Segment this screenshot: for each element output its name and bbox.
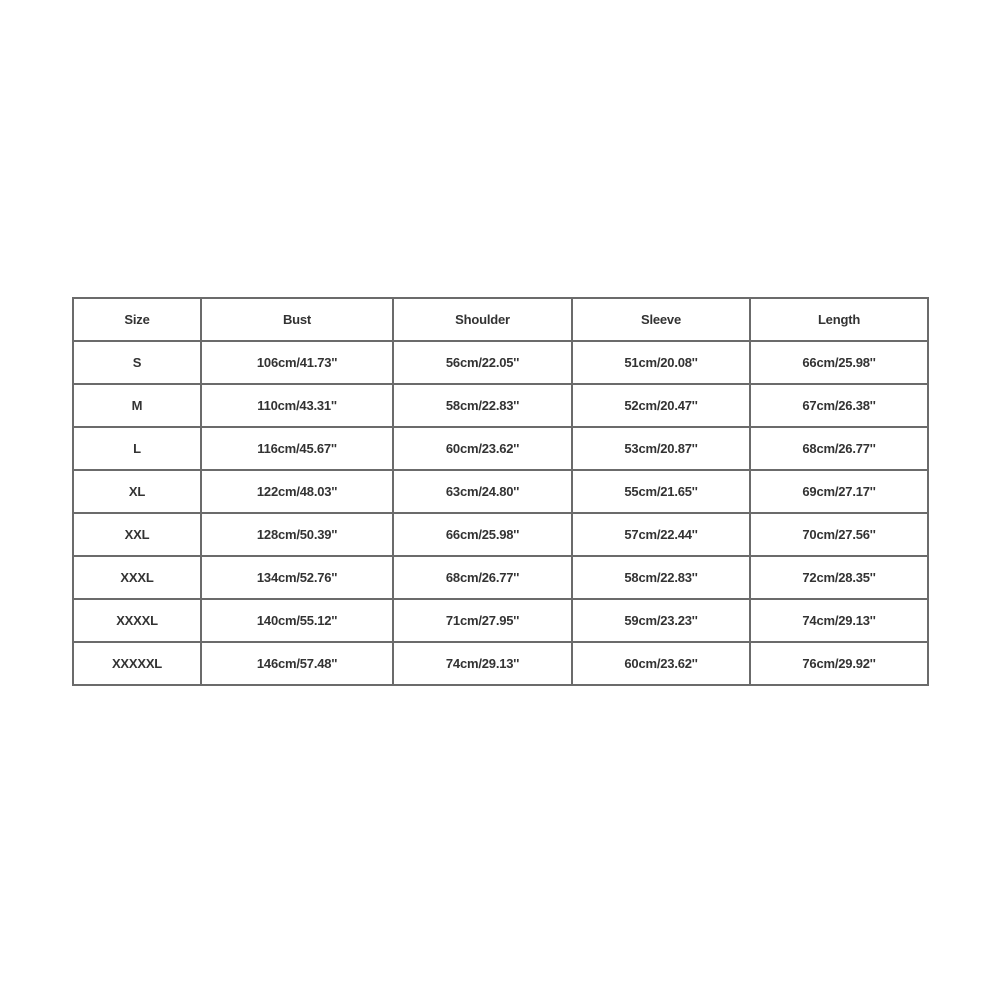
size-chart-table	[72, 297, 929, 686]
header-length: Length	[750, 298, 928, 341]
table-row	[73, 513, 928, 556]
cell-length: 67cm/26.38''	[750, 384, 928, 427]
cell-size: XXXXL	[73, 599, 201, 642]
cell-shoulder: 56cm/22.05''	[393, 341, 572, 384]
cell-shoulder: 71cm/27.95''	[393, 599, 572, 642]
cell-sleeve: 57cm/22.44''	[572, 513, 750, 556]
header-sleeve: Sleeve	[572, 298, 750, 341]
cell-length: 70cm/27.56''	[750, 513, 928, 556]
header-bust: Bust	[201, 298, 393, 341]
table-row	[73, 556, 928, 599]
cell-length: 72cm/28.35''	[750, 556, 928, 599]
cell-sleeve: 51cm/20.08''	[572, 341, 750, 384]
cell-shoulder: 58cm/22.83''	[393, 384, 572, 427]
cell-length: 68cm/26.77''	[750, 427, 928, 470]
cell-size: XXXL	[73, 556, 201, 599]
table-row	[73, 599, 928, 642]
cell-bust: 110cm/43.31''	[201, 384, 393, 427]
cell-bust: 146cm/57.48''	[201, 642, 393, 685]
header-size: Size	[73, 298, 201, 341]
cell-bust: 106cm/41.73''	[201, 341, 393, 384]
cell-length: 74cm/29.13''	[750, 599, 928, 642]
cell-bust: 140cm/55.12''	[201, 599, 393, 642]
cell-sleeve: 53cm/20.87''	[572, 427, 750, 470]
cell-length: 66cm/25.98''	[750, 341, 928, 384]
cell-bust: 122cm/48.03''	[201, 470, 393, 513]
cell-sleeve: 58cm/22.83''	[572, 556, 750, 599]
cell-sleeve: 52cm/20.47''	[572, 384, 750, 427]
header-row	[73, 298, 928, 341]
header-shoulder: Shoulder	[393, 298, 572, 341]
cell-size: XXL	[73, 513, 201, 556]
cell-size: S	[73, 341, 201, 384]
cell-size: XXXXXL	[73, 642, 201, 685]
table-row	[73, 427, 928, 470]
table-row	[73, 384, 928, 427]
cell-shoulder: 63cm/24.80''	[393, 470, 572, 513]
table-row	[73, 642, 928, 685]
table-row	[73, 470, 928, 513]
cell-shoulder: 60cm/23.62''	[393, 427, 572, 470]
cell-shoulder: 66cm/25.98''	[393, 513, 572, 556]
cell-shoulder: 68cm/26.77''	[393, 556, 572, 599]
cell-sleeve: 59cm/23.23''	[572, 599, 750, 642]
cell-size: L	[73, 427, 201, 470]
cell-length: 69cm/27.17''	[750, 470, 928, 513]
cell-bust: 128cm/50.39''	[201, 513, 393, 556]
cell-bust: 134cm/52.76''	[201, 556, 393, 599]
cell-shoulder: 74cm/29.13''	[393, 642, 572, 685]
cell-length: 76cm/29.92''	[750, 642, 928, 685]
cell-size: XL	[73, 470, 201, 513]
cell-sleeve: 55cm/21.65''	[572, 470, 750, 513]
cell-bust: 116cm/45.67''	[201, 427, 393, 470]
table-row	[73, 341, 928, 384]
cell-sleeve: 60cm/23.62''	[572, 642, 750, 685]
cell-size: M	[73, 384, 201, 427]
